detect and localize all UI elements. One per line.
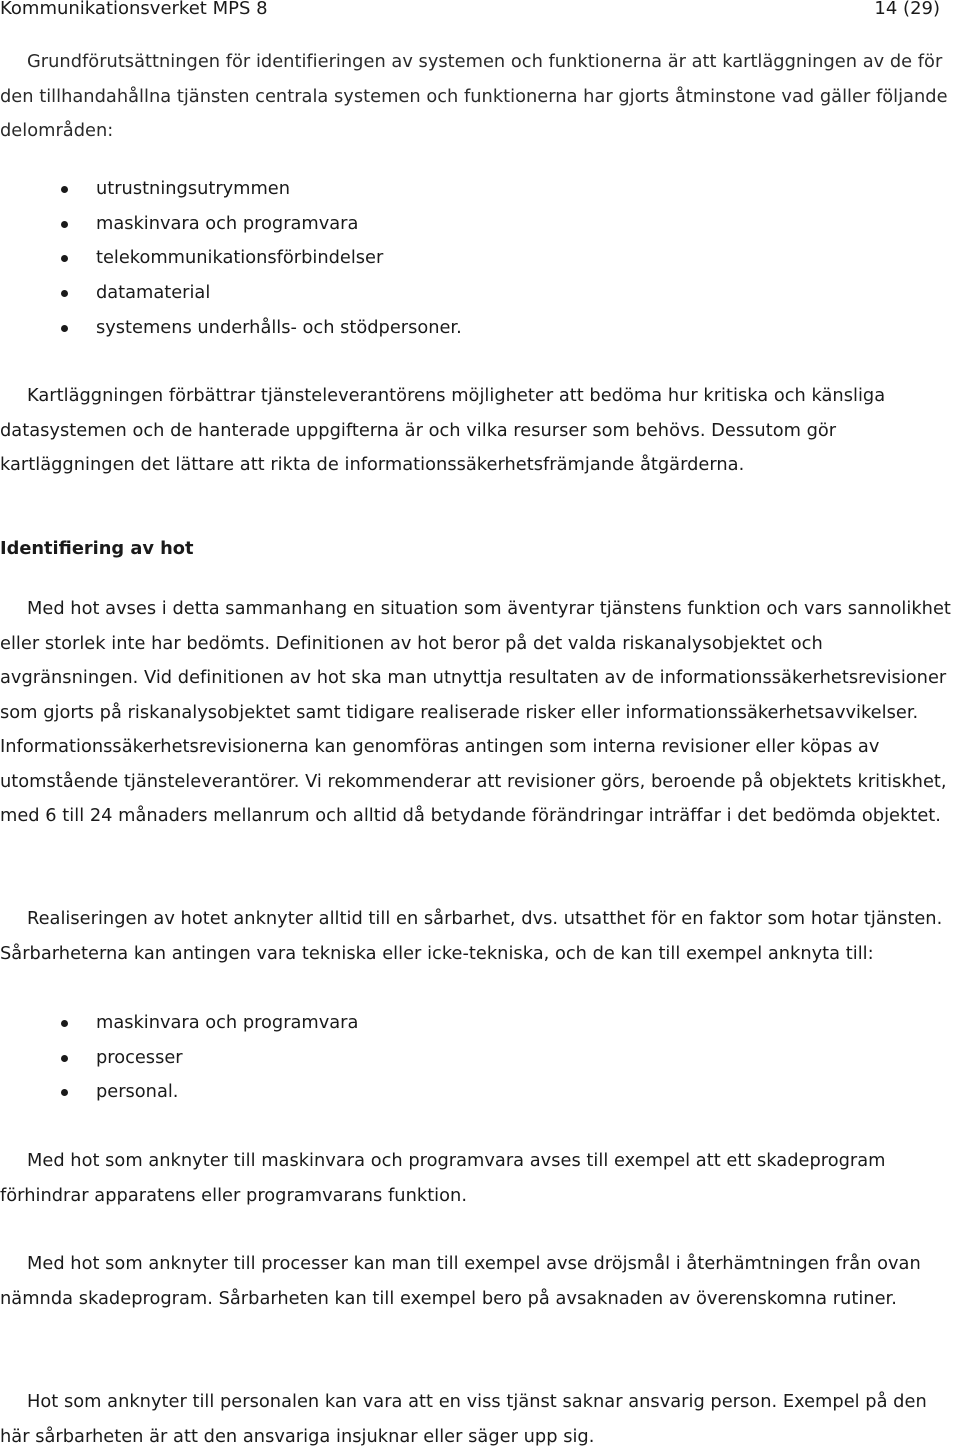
section-heading: Identifiering av hot xyxy=(0,538,194,559)
list-item: utrustningsutrymmen xyxy=(0,172,462,207)
bullet-icon xyxy=(61,1020,68,1027)
subarea-list xyxy=(0,172,462,345)
list-item: datamaterial xyxy=(0,276,462,311)
list-item: personal. xyxy=(0,1075,358,1110)
mapping-paragraph: Kartläggningen förbättrar tjänsteleverantörens möjligheter att bedöma hur kritiska och känsliga datasystemen och de hanterade uppgifterna är och vilka resurser som behövs. Dessutom gör kartläggningen det lättare att rikta de informationssäkerhetsfrämjande åtgärderna. xyxy=(0,385,886,475)
vulnerability-paragraph: Realiseringen av hotet anknyter alltid till en sårbarhet, dvs. utsatthet för en faktor som hotar tjänsten. Sårbarheterna kan antingen vara tekniska eller icke-tekniska, och de kan till exempel anknyta till: xyxy=(0,908,943,964)
list-item: maskinvara och programvara xyxy=(0,207,462,242)
list-item: processer xyxy=(0,1041,358,1076)
bullet-icon xyxy=(61,255,68,262)
hardware-threat-paragraph: Med hot som anknyter till maskinvara och programvara avses till exempel att ett skadeprogram förhindrar apparatens eller programvarans funktion. xyxy=(0,1150,886,1206)
bullet-icon xyxy=(61,221,68,228)
list-item: systemens underhålls- och stödpersoner. xyxy=(0,311,462,346)
vulnerability-list xyxy=(0,1006,358,1110)
page-number: 14 (29) xyxy=(874,0,940,19)
bullet-icon xyxy=(61,186,68,193)
list-item: maskinvara och programvara xyxy=(0,1006,358,1041)
bullet-icon xyxy=(61,325,68,332)
threat-definition-paragraph: Med hot avses i detta sammanhang en situation som äventyrar tjänstens funktion och vars sannolikhet eller storlek inte har bedömts. Definitionen av hot beror på det valda riskanalysobjektet och avgränsningen. Vid definitionen av hot ska man utnyttja resultaten av de informationssäkerhetsrevisioner som gjorts på riskanalysobjektet samt tidigare realiserade risker eller informationssäkerhetsavvikelser. Informationssäkerhetsrevisionerna kan genomföras antingen som interna revisioner eller köpas av utomstående tjänsteleverantörer. Vi rekommenderar att revisioner görs, beroende på objektets kritiskhet, med 6 till 24 månaders mellanrum och alltid då betydande förändringar inträffar i det bedömda objektet. xyxy=(0,598,951,826)
intro-paragraph: Grundförutsättningen för identifieringen av systemen och funktionerna är att kartläggningen av de för den tillhandahållna tjänsten centrala systemen och funktionerna har gjorts åtminstone vad gäller följande delområden: xyxy=(0,51,948,141)
page-header xyxy=(0,0,960,24)
document-title: Kommunikationsverket MPS 8 xyxy=(0,0,268,19)
bullet-icon xyxy=(61,290,68,297)
list-item: telekommunikationsförbindelser xyxy=(0,241,462,276)
personnel-threat-paragraph: Hot som anknyter till personalen kan vara att en viss tjänst saknar ansvarig person. Exempel på den här sårbarheten är att den ansvariga insjuknar eller säger upp sig. xyxy=(0,1391,927,1447)
bullet-icon xyxy=(61,1089,68,1096)
bullet-icon xyxy=(61,1055,68,1062)
process-threat-paragraph: Med hot som anknyter till processer kan man till exempel avse dröjsmål i återhämtningen från ovan nämnda skadeprogram. Sårbarheten kan till exempel bero på avsaknaden av överenskomna rutiner. xyxy=(0,1253,921,1309)
